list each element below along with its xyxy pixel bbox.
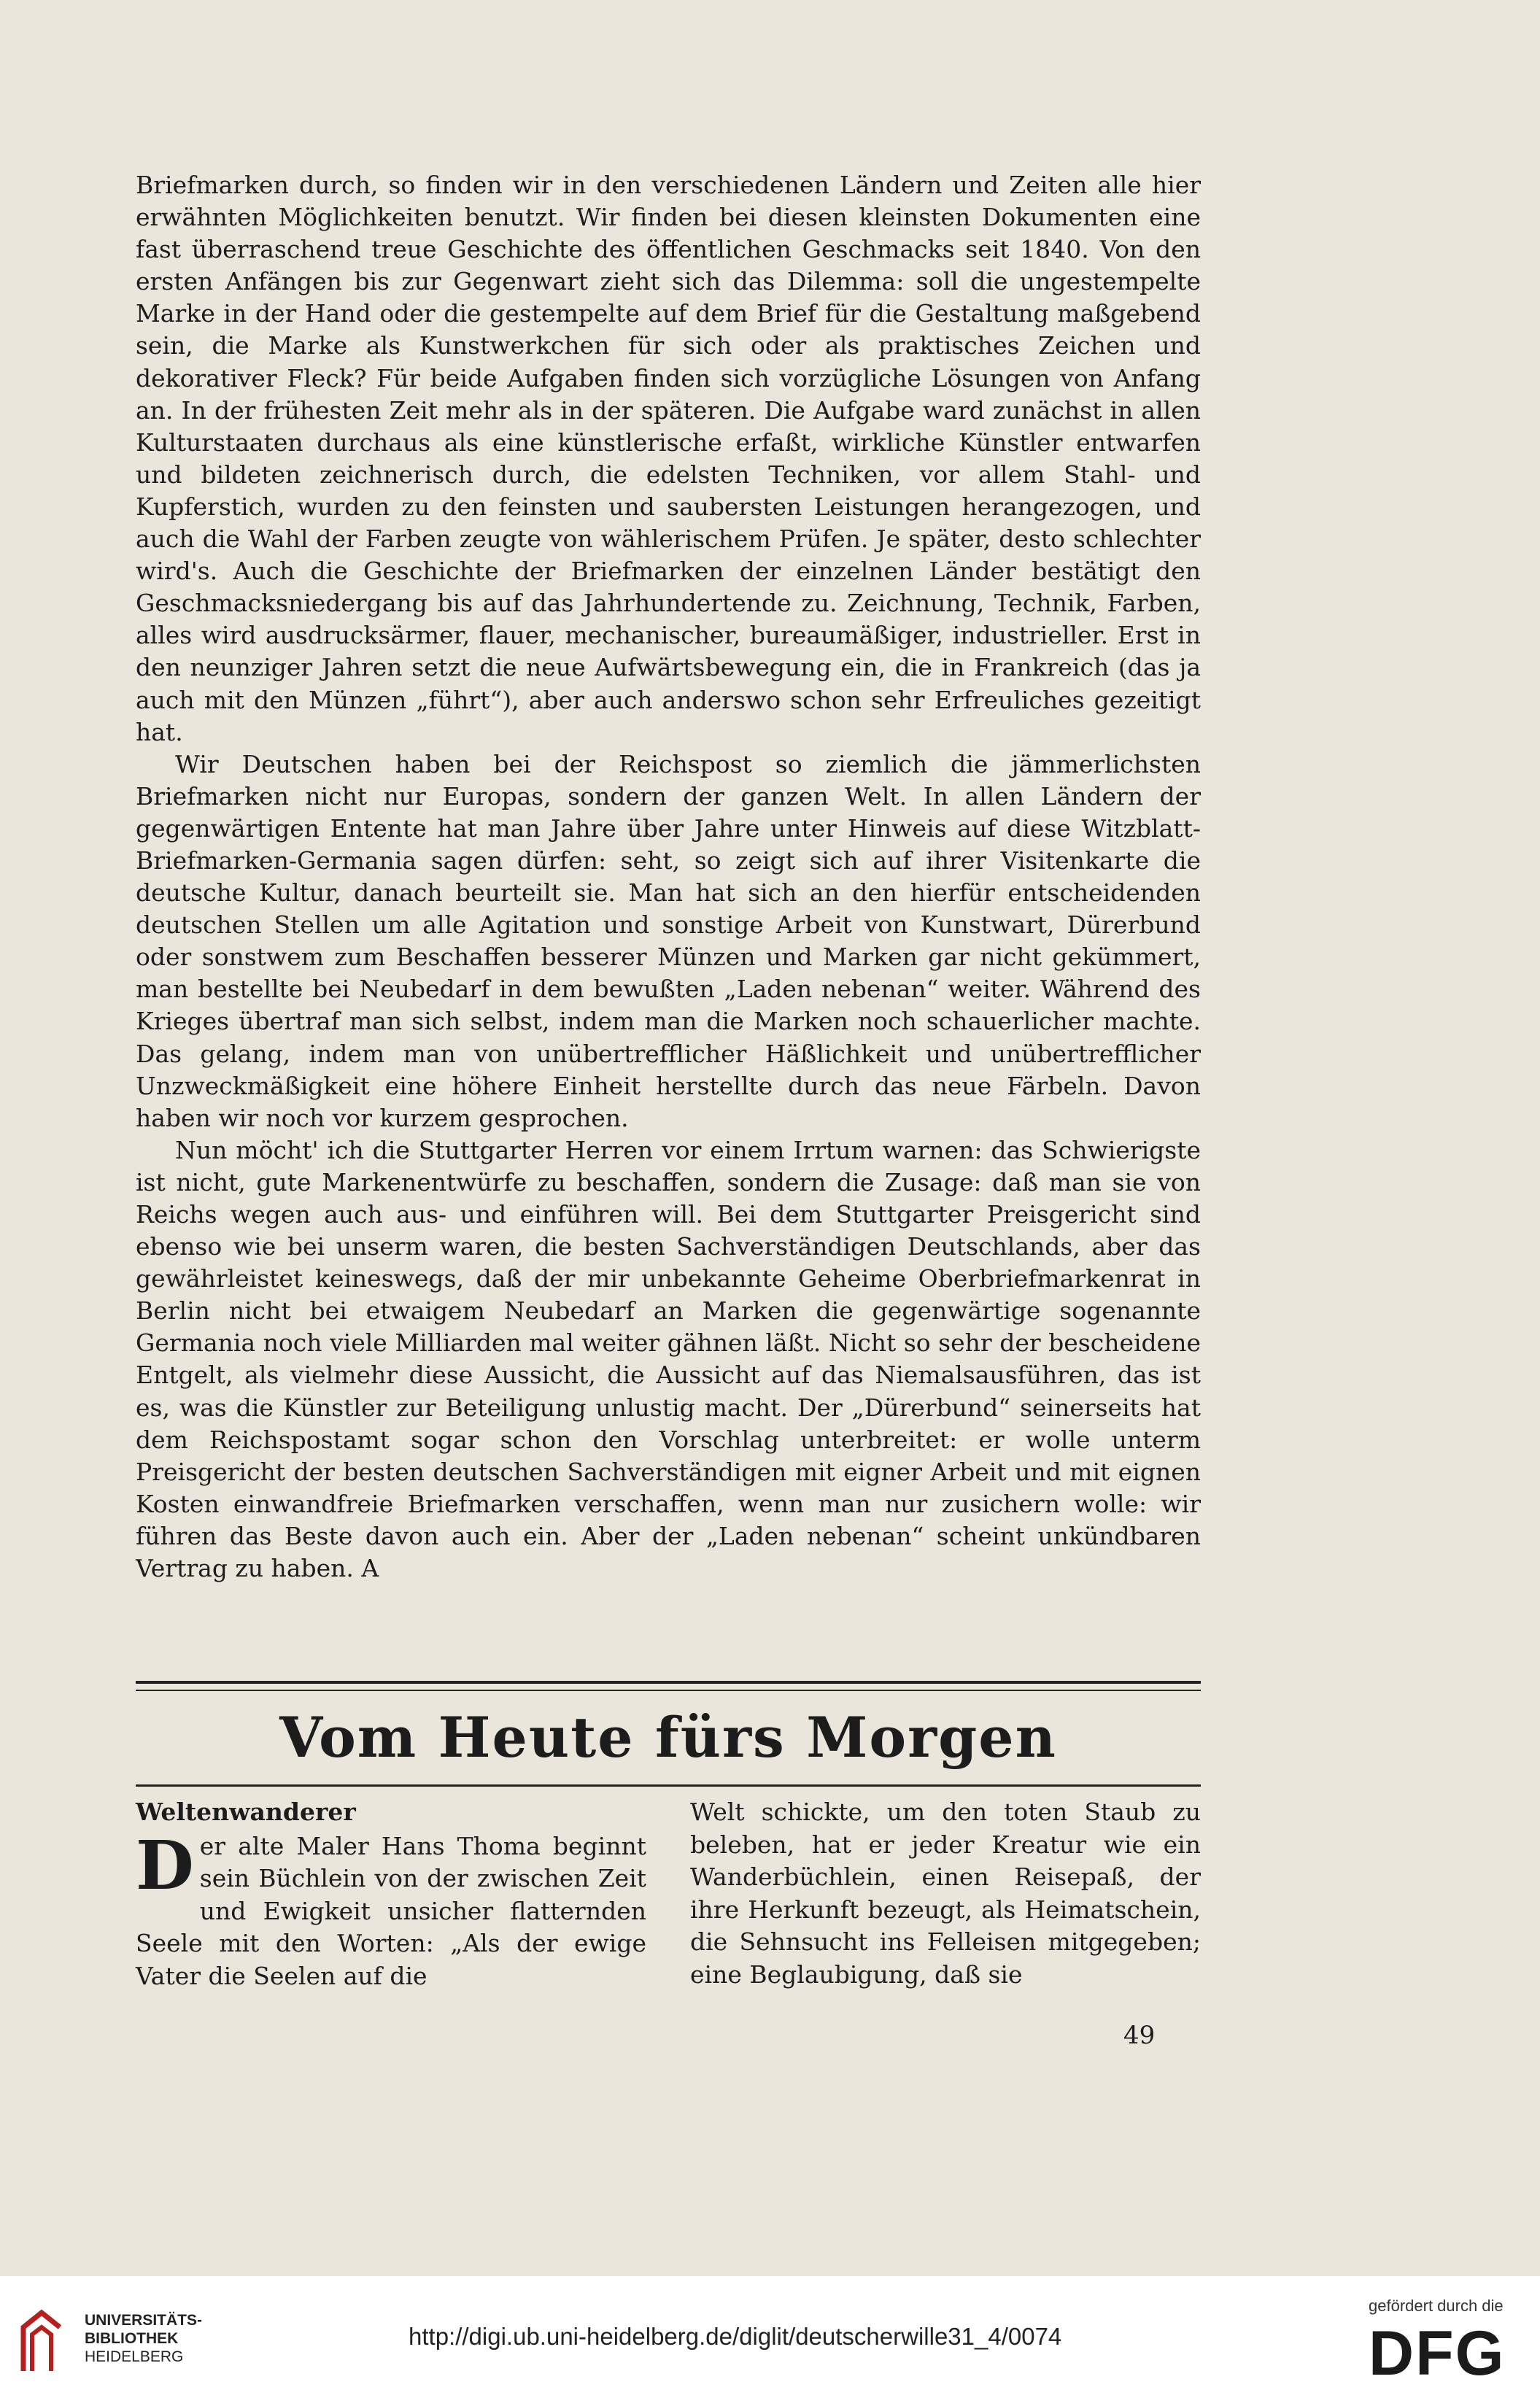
main-article-text <box>136 169 1201 1585</box>
section-rule-top-thin <box>136 1690 1201 1691</box>
source-url[interactable]: http://digi.ub.uni-heidelberg.de/diglit/deutscherwille31_4/0074 <box>409 2323 1062 2350</box>
article-text-right: Welt schickte, um den toten Staub zu beleben, hat er jeder Kreatur wie ein Wanderbüchlein, einen Reisepaß, der ihre Herkunft bezeugt, als Heimatschein, die Sehnsucht ins Felleisen mitgegeben; eine Beglaubigung, daß sie <box>690 1798 1201 1989</box>
section-title: Vom Heute fürs Morgen <box>279 1705 1057 1770</box>
library-name-line3: HEIDELBERG <box>85 2348 184 2365</box>
drop-cap: D <box>136 1825 194 1905</box>
library-name-line2: BIBLIOTHEK <box>85 2330 179 2347</box>
page-number: 49 <box>1123 2021 1156 2050</box>
ub-heidelberg-logo-icon <box>16 2305 67 2378</box>
article-heading: Weltenwanderer <box>136 1798 356 1826</box>
section-rule-top <box>136 1681 1201 1684</box>
dfg-logo: DFG <box>1369 2318 1506 2389</box>
article-text-left: er alte Maler Hans Thoma beginnt sein Büchlein von der zwischen Zeit und Ewigkeit unsicher flatternden Seele mit den Worten: „Als der ewige Vater die Seelen auf die <box>136 1831 646 1990</box>
section-rule-bottom <box>136 1784 1201 1787</box>
article-column-left <box>136 1796 646 1992</box>
article-column-right <box>690 1796 1201 1991</box>
funding-note: gefördert durch die <box>1369 2297 1504 2315</box>
paragraph-3: Nun möcht' ich die Stuttgarter Herren vor einem Irrtum warnen: das Schwierigste ist nicht, gute Markenentwürfe zu beschaffen, sondern die Zusage: daß man sie von Reichs wegen auch aus- und einführen will. Bei dem Stuttgarter Preisgericht sind ebenso wie bei unserm waren, die besten Sachverständigen Deutschlands, aber das gewährleistet keineswegs, daß der mir unbekannte Geheime Oberbriefmarkenrat in Berlin nicht bei etwaigem Neubedarf an Marken die gegenwärtige sogenannte Germania noch viele Milliarden mal weiter gähnen läßt. Nicht so sehr der bescheidene Entgelt, als vielmehr diese Aussicht, die Aussicht auf das Niemalsausführen, das ist es, was die Künstler zur Beteiligung unlustig macht. Der „Dürerbund“ seinerseits hat dem Reichspostamt sogar schon den Vorschlag unterbreitet: er wolle unterm Preisgericht der besten deutschen Sachverständigen mit eigner Arbeit und mit eignen Kosten einwandfreie Briefmarken verschaffen, wenn man nur zusichern wolle: wir führen das Beste davon auch ein. Aber der „Laden nebenan“ scheint unkündbaren Vertrag zu haben. A <box>136 1135 1201 1583</box>
paragraph-1: Briefmarken durch, so finden wir in den verschiedenen Ländern und Zeiten alle hier erwähnten Möglichkeiten benutzt. Wir finden bei diesen kleinsten Dokumenten eine fast überraschend treue Geschichte des öffentlichen Geschmacks seit 1840. Von den ersten Anfängen bis zur Gegenwart zieht sich das Dilemma: soll die ungestempelte Marke in der Hand oder die gestempelte auf dem Brief für die Gestaltung maßgebend sein, die Marke als Kunstwerkchen für sich oder als praktisches Zeichen und dekorativer Fleck? Für beide Aufgaben finden sich vorzügliche Lösungen von Anfang an. In der frühesten Zeit mehr als in der späteren. Die Aufgabe ward zunächst in allen Kulturstaaten durchaus als eine künstlerische erfaßt, wirkliche Künstler entwarfen und bildeten zeichnerisch durch, die edelsten Techniken, vor allem Stahl- und Kupferstich, wurden zu den feinsten und saubersten Leistungen herangezogen, und auch die Wahl der Farben zeugte von wählerischem Prüfen. Je später, desto schlechter wird's. Auch die Geschichte der Briefmarken der einzelnen Länder bestätigt den Geschmacksniedergang bis auf das Jahrhundertende zu. Zeichnung, Technik, Farben, alles wird ausdrucksärmer, flauer, mechanischer, bureaumäßiger, industrieller. Erst in den neunziger Jahren setzt die neue Aufwärtsbewegung ein, die in Frankreich (das ja auch mit den Münzen „führt“), aber auch anderswo schon sehr Erfreuliches gezeitigt hat. <box>136 171 1201 746</box>
paragraph-2: Wir Deutschen haben bei der Reichspost so ziemlich die jämmerlichsten Briefmarken nicht nur Europas, sondern der ganzen Welt. In allen Ländern der gegenwärtigen Entente hat man Jahre über Jahre unter Hinweis auf diese Witzblatt-Briefmarken-Germania sagen dürfen: seht, so zeigt sich auf ihrer Visitenkarte die deutsche Kultur, danach beurteilt sie. Man hat sich an den hierfür entscheidenden deutschen Stellen um alle Agitation und sonstige Arbeit von Kunstwart, Dürerbund oder sonstwem zum Beschaffen besserer Münzen und Marken gar nicht gekümmert, man bestellte bei Neubedarf in dem bewußten „Laden nebenan“ weiter. Während des Krieges übertraf man sich selbst, indem man die Marken noch schauerlicher machte. Das gelang, indem man von unübertrefflicher Häßlichkeit und unübertrefflicher Unzweckmäßigkeit eine höhere Einheit herstellte durch das neue Färbeln. Davon haben wir noch vor kurzem gesprochen. <box>136 749 1201 1132</box>
library-name-line1: UNIVERSITÄTS- <box>85 2312 203 2329</box>
article-body-left <box>136 1825 646 1993</box>
viewer-footer <box>0 2276 1540 2398</box>
library-name <box>85 2311 202 2366</box>
